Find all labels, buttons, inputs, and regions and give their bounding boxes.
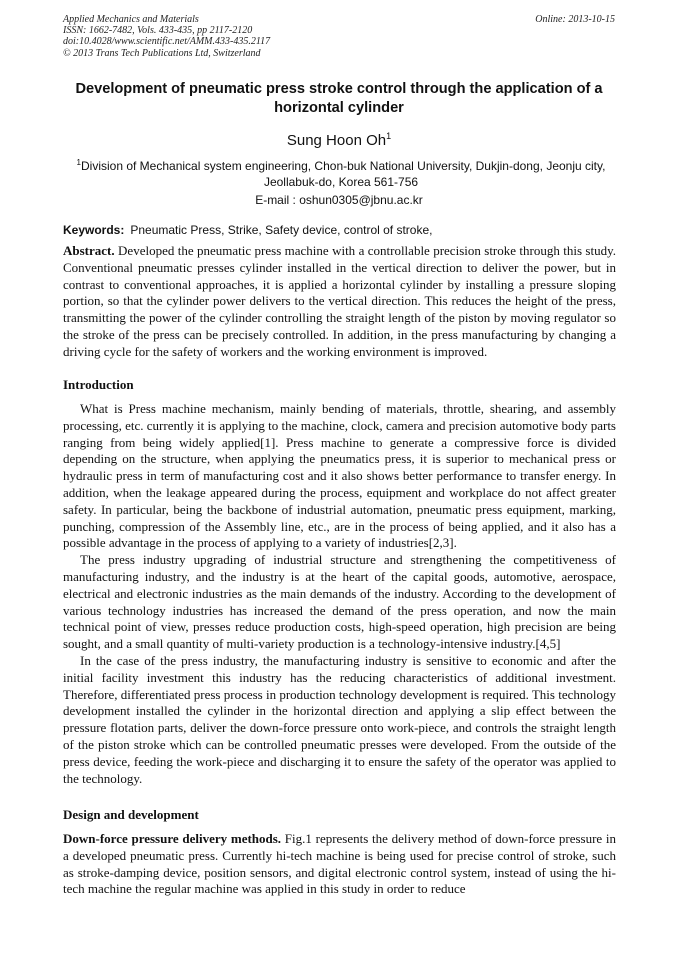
keywords: [63, 223, 623, 237]
keywords-text: Pneumatic Press, Strike, Safety device, control of stroke,: [130, 223, 433, 237]
copyright-line: © 2013 Trans Tech Publications Ltd, Switzerland: [63, 47, 261, 59]
author-mark: 1: [386, 131, 392, 141]
design-heading: Design and development: [63, 807, 199, 822]
paper-title: Development of pneumatic press stroke control through the application of a horizontal cylinder: [75, 81, 603, 116]
affiliation-text: Division of Mechanical system engineering, Chon-buk National University, Dukjin-dong, Jeonju city, Jeollabuk-do, Korea 561-756: [80, 159, 606, 189]
design-subheading: Down-force pressure delivery methods.: [63, 831, 282, 846]
introduction-body: [63, 401, 616, 787]
author-name: Sung Hoon Oh: [286, 132, 387, 149]
introduction-paragraph: The press industry upgrading of industrial structure and strengthening the competitiveness of manufacturing industry, and the industry is at the heart of the capital goods, automotive, aerospace, electrical and electronic industries as the main demands of the industry. According to the development of various technology industries has increased the demand of the press operation, and now the main technical point of view, presses reduce production costs, high-speed operation, high precision are being sought, and a small quantity of multi-variety production is a technology-intensive industry.[4,5]: [63, 552, 616, 652]
journal-name: Applied Mechanics and Materials: [63, 14, 199, 25]
keywords-label: Keywords:: [63, 223, 125, 237]
online-date: Online: 2013-10-15: [535, 14, 615, 25]
doi-line: doi:10.4028/www.scientific.net/AMM.433-435.2117: [63, 36, 271, 48]
introduction-paragraph: What is Press machine mechanism, mainly bending of materials, throttle, shearing, and assembly processing, etc. currently it is applying to the machine, clock, camera and precision automotive body parts ranging from being widely applied[1]. Press machine to generate a compressive force is divided depending on the structure, when applying the pneumatics press, it is superior to mechanical press or hydraulic press in term of manufacturing cost and it also shows better performance to transfer energy. In addition, when the leakage appeared during the process, equipment and workplace do not affect greater safety. In particular, being the backbone of industrial automation, pneumatic press equipment, marking, punching, compression of the Assembly line, etc., are in the process of being applied, and it also has a possible advantage in the process of applying to a variety of industries[2,3].: [63, 401, 616, 551]
affiliation-mark: 1: [76, 158, 81, 167]
affiliation: [60, 155, 622, 190]
author-email: E-mail : oshun0305@jbnu.ac.kr: [255, 193, 423, 207]
abstract-label: Abstract.: [63, 243, 115, 258]
introduction-heading: Introduction: [63, 377, 134, 392]
introduction-paragraph: In the case of the press industry, the manufacturing industry is sensitive to economic and after the initial facility investment this industry has the reducing characteristics of additional investment. Therefore, differentiated press process in production technology development is required. This technology development installed the cylinder in the horizontal direction and applying a slip effect between the pressure flotation parts, deliver the down-force pressure onto work-piece, and controls the straight length of the piston stroke which can be controlled pneumatic presses were developed. From the outside of the press device, feeding the work-piece and discharging it to ensure the safety of the operator was applied to the technology.: [63, 652, 616, 786]
journal-header: [63, 14, 615, 59]
design-body: [63, 831, 616, 898]
abstract: [63, 243, 616, 361]
design-paragraph: [63, 831, 616, 898]
issn-line: ISSN: 1662-7482, Vols. 433-435, pp 2117-2120: [63, 25, 253, 37]
abstract-text: Developed the pneumatic press machine with a controllable precision stroke through this study. Conventional pneumatic presses cylinder installed in the vertical direction to deliver the power, but in contrast to conventional approaches, it is applied a horizontal cylinder by installing a pressure sloping portion, so that the cylinder power delivers to the vertical direction. This reduces the height of the press, transmitting the power of the cylinder controlling the straight length of the piston by moving regulator so the stroke of the press can be precisely controlled. In addition, in the press manufacturing by changing a driving cycle for the safety of workers and the working environment is improved.: [63, 243, 616, 359]
author-line: [0, 131, 678, 149]
design-text: Fig.1 represents the delivery method of down-force pressure in a developed pneumatic press. Currently hi-tech machine is being used for precise control of stroke, such as stroke-damping device, position sensors, and digital electronic control system, instead of using the hi-tech machine the regular machine was applied in this study in order to reduce: [63, 831, 617, 897]
